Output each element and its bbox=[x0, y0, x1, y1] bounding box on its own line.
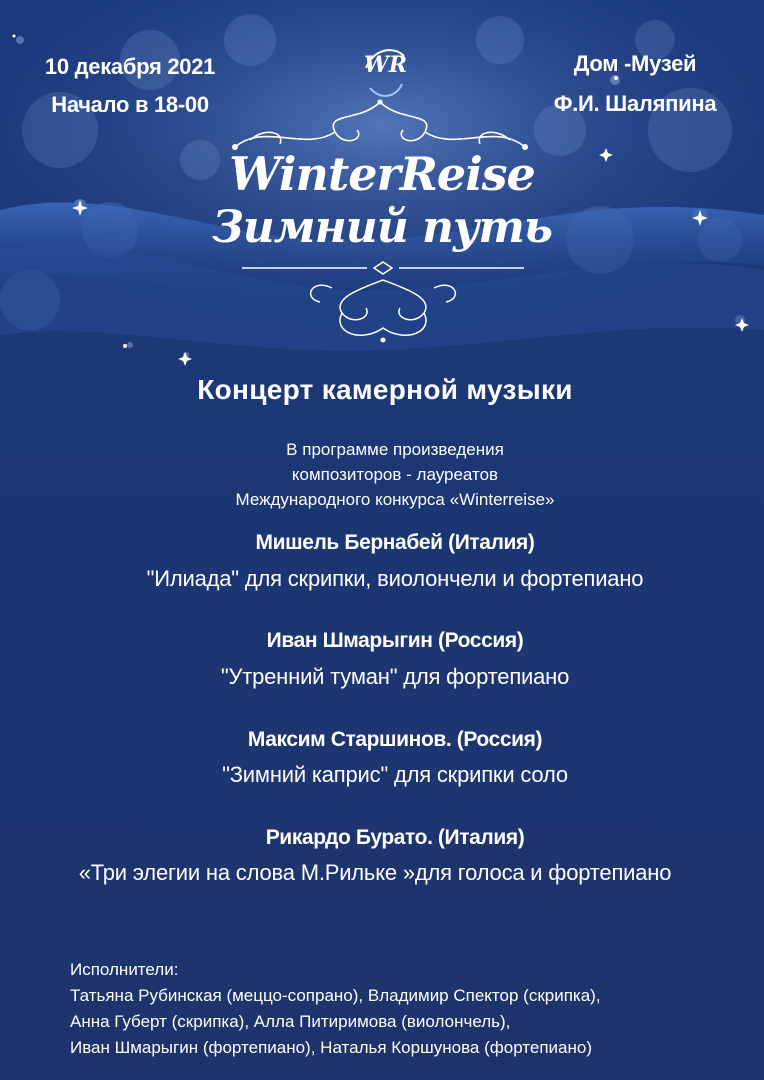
logo-text: WR bbox=[364, 52, 407, 78]
performers-line: Анна Губерт (скрипка), Алла Питиримова (виолончель), bbox=[70, 1012, 511, 1031]
event-date: 10 декабря 2021 bbox=[44, 54, 216, 79]
intro-line: В программе произведения bbox=[286, 440, 504, 459]
composer-name: Иван Шмарыгин (Россия) bbox=[266, 629, 524, 652]
venue-line-1: Дом -Музей bbox=[573, 51, 697, 76]
performers-label: Исполнители: bbox=[70, 960, 179, 979]
performers bbox=[70, 957, 601, 1061]
concert-title: Концерт камерной музыки bbox=[197, 374, 573, 405]
date-block bbox=[30, 48, 230, 124]
work-title: "Утренний туман" для фортепиано bbox=[220, 664, 570, 689]
title-en: WinterReise bbox=[229, 147, 535, 201]
event-start-time: Начало в 18-00 bbox=[51, 92, 209, 117]
venue-line-2: Ф.И. Шаляпина bbox=[553, 91, 717, 116]
work-title: "Зимний каприс" для скрипки соло bbox=[222, 762, 568, 787]
title-ru: Зимний путь bbox=[212, 202, 552, 253]
performers-line: Татьяна Рубинская (меццо-сопрано), Владимир Спектор (скрипка), bbox=[70, 986, 601, 1005]
intro-line: Международного конкурса «Winterreise» bbox=[235, 490, 555, 509]
work-title: «Три элегии на слова М.Рильке »для голоса и фортепиано bbox=[78, 860, 672, 885]
intro-line: композиторов - лауреатов bbox=[291, 465, 499, 484]
composer-name: Максим Старшинов. (Россия) bbox=[247, 728, 543, 751]
composer-name: Мишель Бернабей (Италия) bbox=[255, 531, 535, 554]
program-intro bbox=[0, 437, 764, 512]
work-title: "Илиада" для скрипки, виолончели и фортепиано bbox=[146, 566, 644, 591]
performers-line: Иван Шмарыгин (фортепиано), Наталья Коршунова (фортепиано) bbox=[70, 1038, 592, 1057]
ornament-bottom bbox=[242, 258, 524, 348]
composer-name: Рикардо Бурато. (Италия) bbox=[265, 826, 525, 849]
venue-block bbox=[530, 44, 740, 124]
